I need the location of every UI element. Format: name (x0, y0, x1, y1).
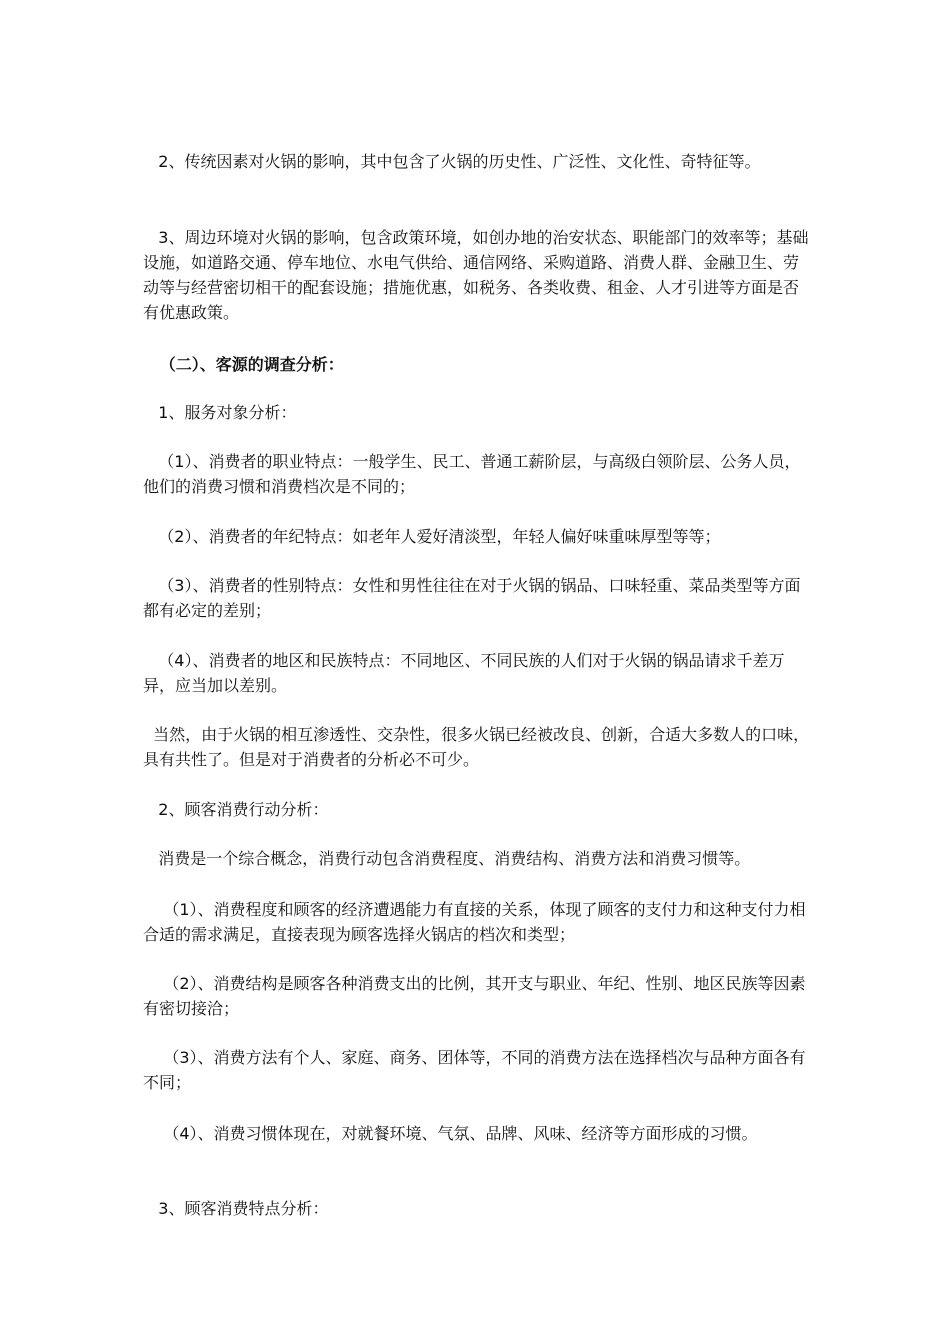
paragraph-surrounding-environment: 3、周边环境对火锅的影响，包含政策环境，如创办地的治安状态、职能部门的效率等；基础设施，如道路交通、停车地位、水电气供给、通信网络、采购道路、消费人群、金融卫生、劳动等与经营密切相干的配套设施；措施优惠，如税务、各类收费、租金、人才引进等方面是否有优惠政策。 (143, 228, 809, 322)
paragraph-consumption-method: （3）、消费方法有个人、家庭、商务、团体等，不同的消费方法在选择档次与品种方面各有不同； (143, 1048, 806, 1092)
paragraph-consumption-level: （1）、消费程度和顾客的经济遭遇能力有直接的关系，体现了顾客的支付力和这种支付力相合适的需求满足，直接表现为顾客选择火锅店的档次和类型； (143, 900, 806, 944)
paragraph-gender-features: （3）、消费者的性别特点：女性和男性往往在对于火锅的锅品、口味轻重、菜品类型等方面都有必定的差别； (143, 576, 801, 620)
paragraph-traditional-factors: 2、传统因素对火锅的影响，其中包含了火锅的历史性、广泛性、文化性、奇特征等。 (143, 152, 761, 171)
paragraph-of-course: 当然，由于火锅的相互渗透性、交杂性，很多火锅已经被改良、创新，合适大多数人的口味，具有共性了。但是对于消费者的分析必不可少。 (143, 725, 810, 769)
paragraph-consumer-behavior-analysis: 2、顾客消费行动分析： (143, 800, 329, 819)
paragraph-consumer-features-analysis: 3、顾客消费特点分析： (143, 1199, 329, 1218)
paragraph-age-features: （2）、消费者的年纪特点：如老年人爱好清淡型，年轻人偏好味重味厚型等等； (143, 527, 721, 546)
paragraph-occupation-features: （1）、消费者的职业特点：一般学生、民工、普通工薪阶层，与高级白领阶层、公务人员，他们的消费习惯和消费档次是不同的； (143, 452, 801, 496)
paragraph-consumption-structure: （2）、消费结构是顾客各种消费支出的比例，其开支与职业、年纪、性别、地区民族等因素有密切接洽； (143, 974, 806, 1018)
paragraph-consumption-habit: （4）、消费习惯体现在，对就餐环境、气氛、品牌、风味、经济等方面形成的习惯。 (143, 1124, 758, 1143)
paragraph-region-ethnic-features: （4）、消费者的地区和民族特点：不同地区、不同民族的人们对于火锅的锅品请求千差万异，应当加以差别。 (143, 651, 785, 695)
section-heading-customer-source: （二）、客源的调查分析： (143, 355, 344, 374)
paragraph-consumption-concept: 消费是一个综合概念，消费行动包含消费程度、消费结构、消费方法和消费习惯等。 (143, 849, 751, 868)
paragraph-service-target-analysis: 1、服务对象分析： (143, 403, 297, 422)
